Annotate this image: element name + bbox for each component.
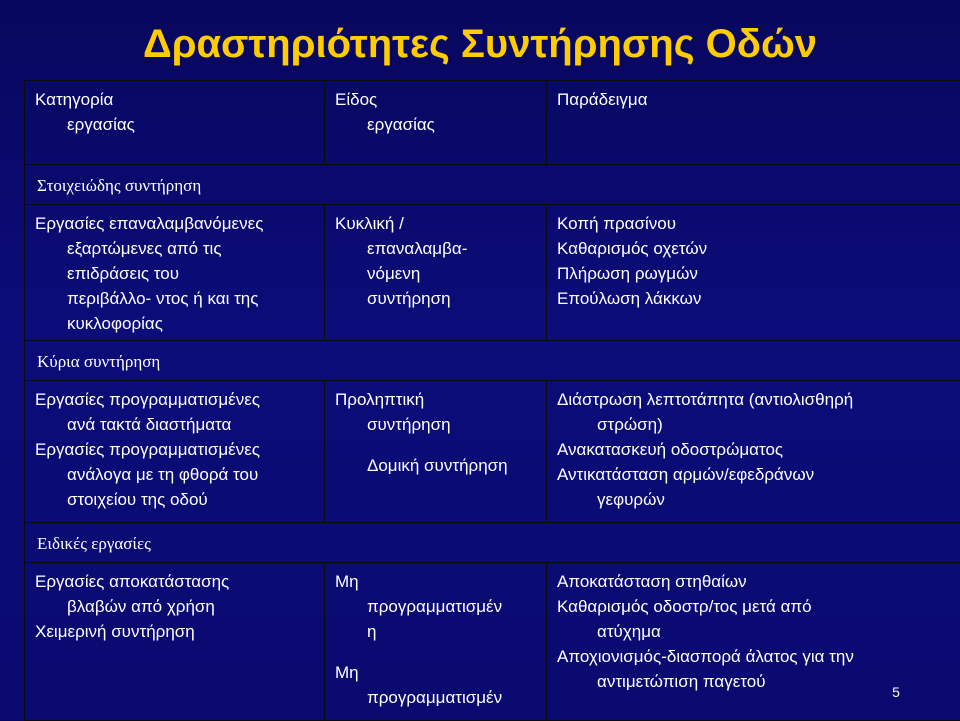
type-line: Προληπτική	[335, 387, 540, 412]
section-row	[25, 523, 960, 563]
header-type	[325, 81, 547, 165]
header-example-line: Παράδειγμα	[557, 87, 960, 112]
category-line: περιβάλλο- ντος ή και της	[35, 286, 318, 311]
example-line: Αποκατάσταση στηθαίων	[557, 569, 954, 594]
header-type-line-1: Είδος	[335, 87, 546, 112]
header-example	[547, 81, 960, 165]
example-line: Ανακατασκευή οδοστρώματος	[557, 437, 954, 462]
category-line: επιδράσεις του	[35, 261, 318, 286]
header-row	[25, 81, 960, 165]
example-line: Καθαρισμός οχετών	[557, 236, 954, 261]
example-line: Διάστρωση λεπτοτάπητα (αντιολισθηρή	[557, 387, 954, 412]
type-cell	[325, 563, 547, 721]
example-cell	[547, 205, 960, 341]
type-line: η	[335, 619, 540, 644]
section-title: Στοιχειώδης συντήρηση	[25, 165, 960, 205]
type-line: επαναλαμβα-	[335, 236, 540, 261]
category-line: ανάλογα με τη φθορά του	[35, 462, 318, 487]
type-line: νόμενη	[335, 261, 540, 286]
type-line: προγραμματισμέν	[335, 594, 540, 619]
type-line: προγραμματισμέν	[335, 685, 540, 710]
header-category-line-2: εργασίας	[35, 112, 324, 137]
category-line: Εργασίες αποκατάστασης	[35, 569, 318, 594]
type-cell	[325, 205, 547, 341]
section-title: Κύρια συντήρηση	[25, 341, 960, 381]
header-category	[25, 81, 325, 165]
example-line: Κοπή πρασίνου	[557, 211, 954, 236]
section-row	[25, 341, 960, 381]
maintenance-table	[24, 80, 960, 721]
category-line: Χειμερινή συντήρηση	[35, 619, 318, 644]
example-line: Καθαρισμός οδοστρ/τος μετά από	[557, 594, 954, 619]
header-category-line-1: Κατηγορία	[35, 87, 324, 112]
example-line: Επούλωση λάκκων	[557, 286, 954, 311]
example-line: γεφυρών	[557, 487, 954, 512]
example-line: στρώση)	[557, 412, 954, 437]
table-row	[25, 563, 960, 721]
example-line: Πλήρωση ρωγμών	[557, 261, 954, 286]
slide-title: Δραστηριότητες Συντήρησης Οδών	[0, 8, 960, 80]
example-line: ατύχημα	[557, 619, 954, 644]
category-cell	[25, 205, 325, 341]
category-line: εξαρτώμενες από τις	[35, 236, 318, 261]
table-row	[25, 205, 960, 341]
category-line: βλαβών από χρήση	[35, 594, 318, 619]
category-line: στοιχείου της οδού	[35, 487, 318, 512]
type-line: Μη	[335, 569, 540, 594]
example-line: Αποχιονισμός-διασπορά άλατος για την	[557, 644, 954, 669]
type-line: Δομική συντήρηση	[335, 453, 540, 478]
header-type-line-2: εργασίας	[335, 112, 546, 137]
category-cell	[25, 381, 325, 523]
type-cell	[325, 381, 547, 523]
type-line: Κυκλική /	[335, 211, 540, 236]
section-row	[25, 165, 960, 205]
section-title: Ειδικές εργασίες	[25, 523, 960, 563]
category-line: Εργασίες προγραμματισμένες	[35, 437, 318, 462]
category-line: Εργασίες επαναλαμβανόμενες	[35, 211, 318, 236]
category-line: Εργασίες προγραμματισμένες	[35, 387, 318, 412]
example-line: Αντικατάσταση αρμών/εφεδράνων	[557, 462, 954, 487]
type-line: συντήρηση	[335, 286, 540, 311]
page-number: 5	[884, 684, 908, 700]
table-row	[25, 381, 960, 523]
type-line: Μη	[335, 660, 540, 685]
example-cell	[547, 381, 960, 523]
category-cell	[25, 563, 325, 721]
category-line: κυκλοφορίας	[35, 311, 318, 336]
category-line: ανά τακτά διαστήματα	[35, 412, 318, 437]
type-line: συντήρηση	[335, 412, 540, 437]
example-line: αντιμετώπιση παγετού	[557, 669, 954, 694]
